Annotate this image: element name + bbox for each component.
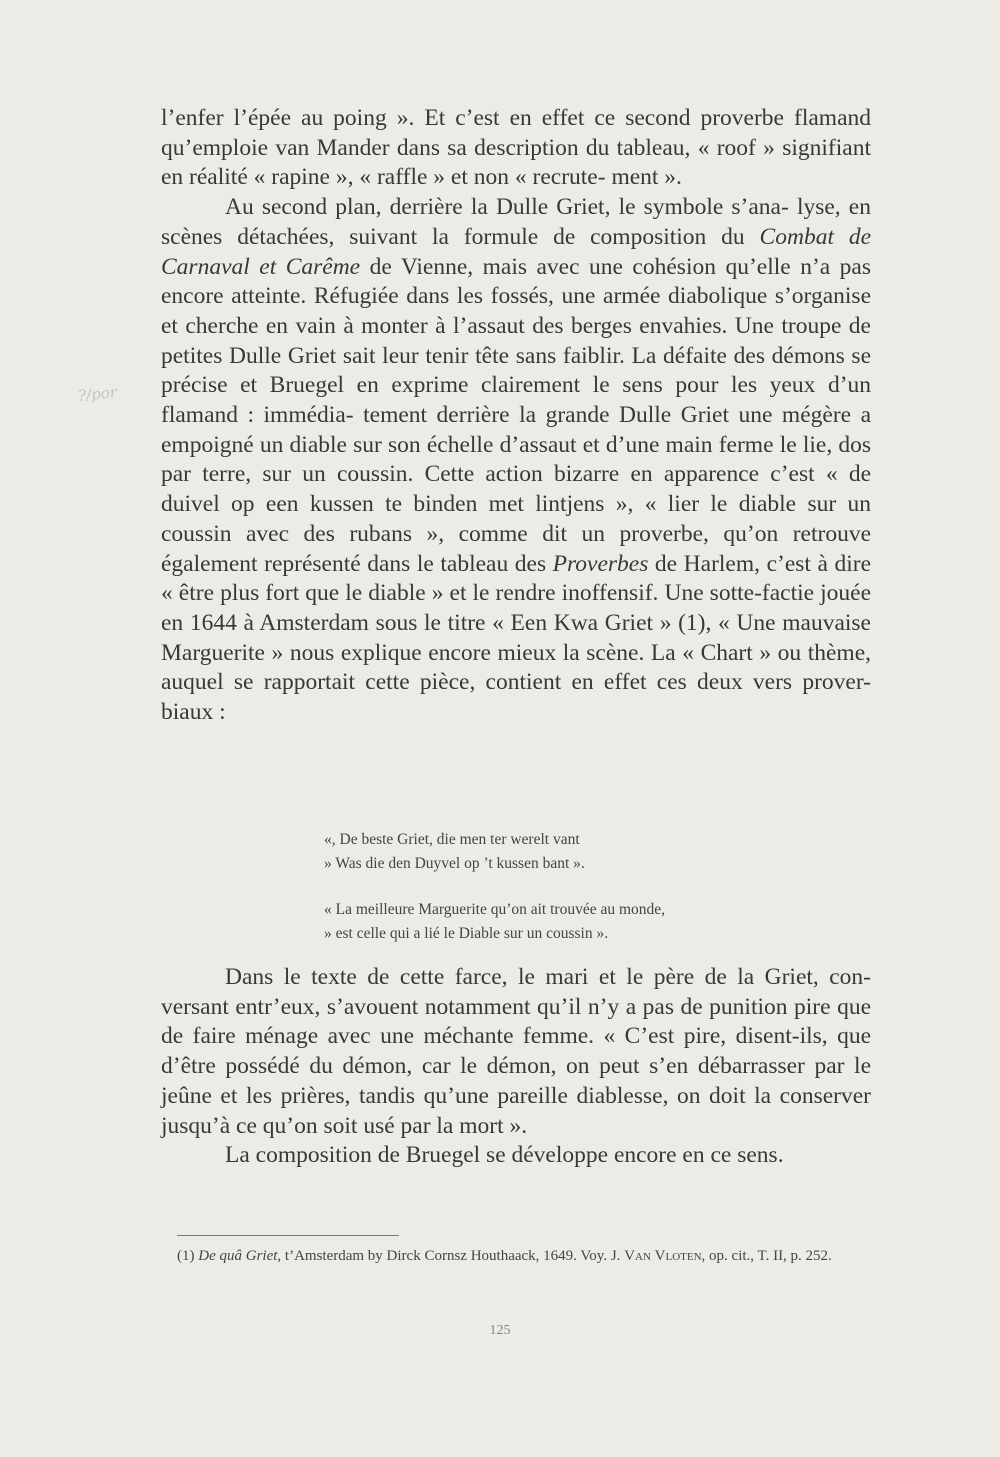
main-text-block [161,104,871,728]
text-line: lyse, en scènes détachées, suivant la formule de composition du [161,194,871,250]
artwork-title: Proverbes [552,550,649,577]
verse-dutch [324,828,844,876]
handwritten-margin-note: ?/por [77,383,118,405]
text-line: explique encore mieux la scène. La « Chart » ou thème, auquel [161,639,871,696]
text-line: sur un coussin avec des rubans », comme dit un proverbe, qu’on [161,491,871,547]
artwork-title: Combat de Carnaval et Carême [161,223,872,280]
text-line: pire que de faire ménage avec une méchante femme. « C’est pire, [161,993,872,1050]
text-line: flamand qu’emploie van Mander dans sa description du tableau, [161,105,871,161]
text-line: versant entr’eux, s’avouent notamment qu’il n’y a pas de punition [161,993,788,1020]
verse-line: « La meilleure Marguerite qu’on ait trouvée au monde, [324,901,666,918]
text-line: mort ». [459,1112,528,1139]
text-line: berges envahies. Une troupe de petites Dulle Griet sait leur tenir [161,312,871,369]
text-line: diable sur son échelle d’assaut et d’une main ferme le lie, dos [289,431,872,458]
text-line: Dans le texte de cette farce, le mari et le père de la Griet, con- [225,964,871,990]
text-line: débarrasser par le jeûne et les prières, tandis qu’une pareille [161,1053,871,1109]
verse-line: » est celle qui a lié le Diable sur un coussin ». [324,925,609,942]
text-line: inoffensif. Une sotte-factie jouée en 1644 à Amsterdam sous le [161,580,872,636]
text-line: de Vienne, mais avec une cohésion [360,253,716,280]
text-line: « roof » signifiant en réalité « rapine », « raffle » et non « recrute- [161,134,871,191]
text-line: ment ». [611,164,682,191]
text-line: par terre, sur un coussin. Cette action bizarre en apparence c’est [161,461,815,488]
footnote-title: De quâ Griet, [198,1248,282,1264]
verse-french [324,898,844,946]
verse-line: «, De beste Griet, die men ter werelt vant [324,831,580,848]
text-line: « de duivel op een kussen te binden met lintjens », « lier le diable [161,461,872,518]
text-line: l’enfer l’épée au poing ». Et c’est en effet ce second proverbe [161,105,784,131]
paragraph-1 [161,104,871,193]
paragraph-2 [161,193,871,728]
paragraph-3 [161,963,871,1141]
footnote-number: (1) [177,1248,195,1264]
text-line: disent-ils, que d’être possédé du démon, car le démon, on peut s’en [161,1023,872,1080]
text-line: exprime clairement le sens pour les yeux d’un flamand : immédia- [161,372,872,429]
text-line: biaux : [161,699,226,726]
text-line: retrouve également représenté dans le tableau des [161,520,872,577]
text-line: se rapportait cette pièce, contient en effet ces deux vers prover- [233,669,872,696]
page-number: 125 [489,1323,511,1338]
text-line: diabolique s’organise et cherche en vain à monter à l’assaut des [161,283,871,339]
text-line: tement derrière la grande Dulle Griet une mégère a empoigné un [161,402,872,458]
text-line: tête sans faiblir. La défaite des démons se précise et Bruegel en [161,342,872,399]
footnote-text: , op. cit., T. II, p. 252. [701,1248,832,1264]
paragraph-4: La composition de Bruegel se développe encore en ce sens. [225,1142,784,1169]
text-line: Au second plan, derrière la Dulle Griet, le symbole s’ana- [225,194,789,221]
text-line: Harlem, c’est à dire « être plus fort que le diable » et le rendre [161,550,872,607]
text-line: titre « Een Kwa Griet » (1), « Une mauvaise Marguerite » nous [161,609,871,666]
verse-line: » Was die den Duyvel op ’t kussen bant ». [324,855,585,872]
footnote-text: t’Amsterdam by Dirck Cornsz Houthaack, 1649. Voy. J. [281,1248,625,1264]
text-line: diablesse, on doit la conserver jusqu’à ce qu’on soit usé par la [161,1082,871,1139]
text-line: qu’elle n’a pas encore atteinte. Réfugiée dans les fossés, une armée [161,253,872,310]
main-text-block-2 [161,963,871,1171]
footnote-author-cont: Vloten [654,1248,702,1264]
text-line: de [648,550,678,577]
footnote [161,1244,871,1268]
footnote-divider [177,1235,399,1236]
footnote-author: Van [624,1248,651,1264]
